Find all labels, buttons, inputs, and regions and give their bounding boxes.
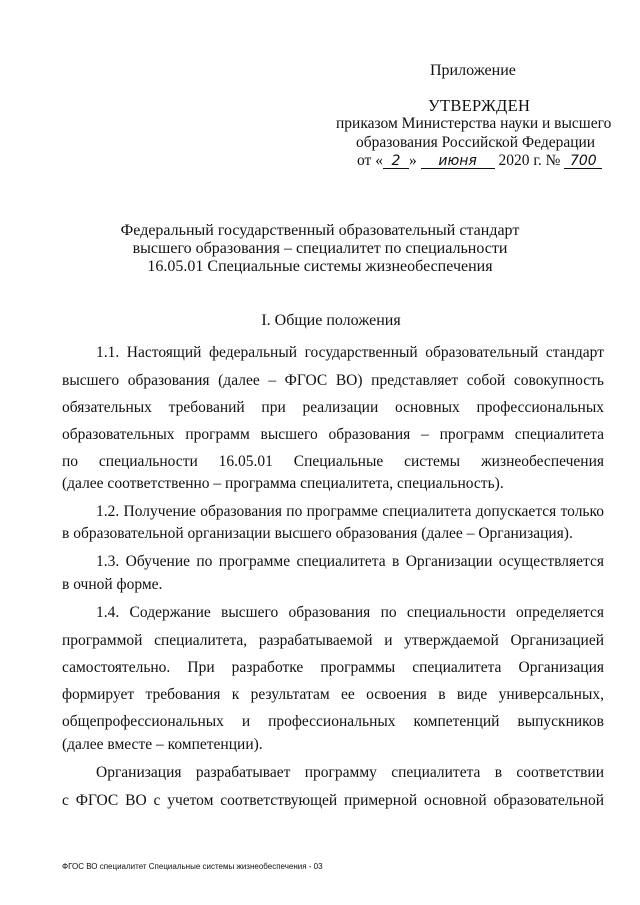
appendix-label: Приложение xyxy=(430,62,516,79)
text-line: в очной форме. xyxy=(62,576,163,593)
text-line: с ФГОС ВО с учетом соответствующей примерной основной образовательной xyxy=(62,792,604,809)
text-line: самостоятельно. При разработке программы специалитета Организация xyxy=(62,659,604,676)
text-line: образовательных программ высшего образования – программ специалитета xyxy=(62,426,604,443)
text-line: обязательных требований при реализации основных профессиональных xyxy=(62,399,604,416)
text-line: 1.4. Содержание высшего образования по специальности определяется xyxy=(96,604,604,621)
title-line-1: Федеральный государственный образовательный стандарт xyxy=(120,222,520,239)
text-line: высшего образования (далее – ФГОС ВО) представляет собой совокупность xyxy=(62,372,604,389)
order-date-prefix: от « xyxy=(357,152,383,169)
text-line: по специальности 16.05.01 Специальные системы жизнеобеспечения xyxy=(62,453,604,470)
section-heading: I. Общие положения xyxy=(261,312,401,329)
text-line: формирует требования к результатам ее освоения в виде универсальных, xyxy=(62,686,604,703)
title-line-2: высшего образования – специалитет по специальности xyxy=(132,240,508,257)
order-number-handwritten: 700 xyxy=(569,153,597,169)
order-day-handwritten: 2 xyxy=(391,153,401,169)
text-line: (далее соответственно – программа специалитета, специальность). xyxy=(62,475,504,492)
order-date-line xyxy=(357,152,602,170)
approved-heading: УТВЕРЖДЕН xyxy=(428,96,531,115)
text-line: общепрофессиональных и профессиональных компетенций выпускников xyxy=(62,713,604,730)
order-date-mid: » xyxy=(408,152,417,169)
text-line: (далее вместе – компетенции). xyxy=(62,736,263,753)
text-line: 1.3. Обучение по программе специалитета в Организации осуществляется xyxy=(96,553,604,570)
text-line: программой специалитета, разрабатываемой и утверждаемой Организацией xyxy=(62,632,604,649)
text-line: Организация разрабатывает программу специалитета в соответствии xyxy=(96,764,604,781)
title-line-3: 16.05.01 Специальные системы жизнеобеспечения xyxy=(147,258,493,275)
page-footer: ФГОС ВО специалитет Специальные системы жизнеобеспечения - 03 xyxy=(62,862,323,871)
order-line-1: приказом Министерства науки и высшего xyxy=(336,115,612,132)
order-line-2: образования Российской Федерации xyxy=(356,134,596,151)
text-line: 1.1. Настоящий федеральный государственный образовательный стандарт xyxy=(96,344,604,361)
order-year: 2020 г. № xyxy=(498,152,561,169)
text-line: 1.2. Получение образования по программе специалитета допускается только xyxy=(96,503,604,520)
order-month-handwritten: июня xyxy=(438,153,477,169)
text-line: в образовательной организации высшего образования (далее – Организация). xyxy=(62,525,573,542)
